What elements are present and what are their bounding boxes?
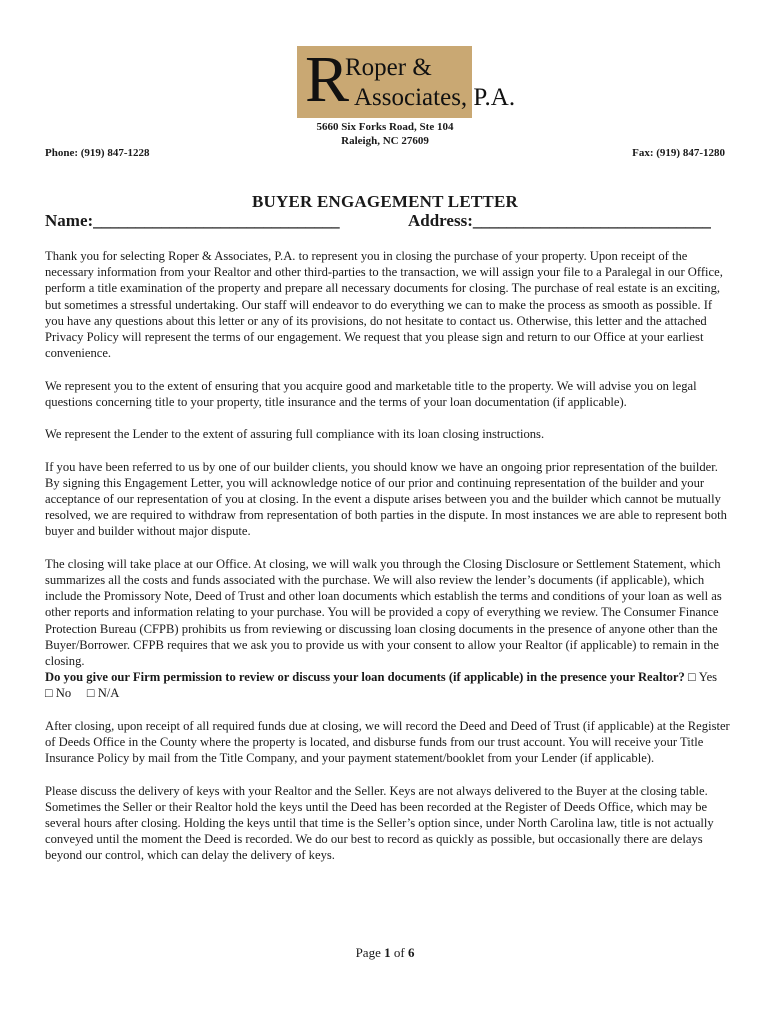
question-text: Do you give our Firm permission to review or discuss your loan documents (if applicable) in the presence your Realtor? xyxy=(45,670,685,685)
paragraph-intro: Thank you for selecting Roper & Associates, P.A. to represent you in closing the purchase of your property. Upon receipt of the necessary information from your Realtor and other third-parties to the transaction, we will assign your file to a Paralegal in our Office, perform a title examination of the property and prepare all necessary documents for closing. The purchase of real estate is an exciting, but sometimes a stressful undertaking. Our staff will endeavor to do everything we can to make the process as smooth as possible. If you have any questions about this letter or any of its provisions, do not hesitate to contact us. Otherwise, this letter and the attached Privacy Policy will represent the terms of our engagement. We request that you please sign and return to our Office at your earliest convenience. xyxy=(45,249,723,361)
yes-checkbox[interactable]: □ xyxy=(687,670,696,685)
document-title: BUYER ENGAGEMENT LETTER xyxy=(252,192,518,211)
na-label: N/A xyxy=(97,686,120,701)
closing-text: The closing will take place at our Office. At closing, we will walk you through the Closing Disclosure or Settlement Statement, which summarizes all the costs and funds associated with the purchase. We will also review the lender’s documents (if applicable), which include the Promissory Note, Deed of Trust and other loan documents which establish the terms and conditions of your loan as well as other reports and information relating to your purchase. You will be provided a copy of everything we review. The Consumer Finance Protection Bureau (CFPB) prohibits us from reviewing or discussing loan closing documents in the presence of anyone other than the Buyer/Borrower. CFPB requires that we ask you to provide us with your consent to allow your Realtor (if applicable) to remain in the closing. xyxy=(45,556,722,669)
realtor-permission-question xyxy=(45,669,730,701)
letter-body xyxy=(45,248,730,880)
paragraph-builder: If you have been referred to us by one of our builder clients, you should know we have an ongoing prior representation of the builder. By signing this Engagement Letter, you will acknowledge notice of our prior and continuing representation of the builder and your acceptance of our representation of you at closing. In the event a dispute arises between you and the builder which cannot be mutually resolved, we are required to withdraw from representation of both parties in the dispute. In most instances we are able to represent both buyer and builder without major dispute. xyxy=(45,459,727,539)
no-checkbox[interactable]: □ xyxy=(45,686,53,701)
logo-line-1: Roper & xyxy=(345,54,432,81)
paragraph-after-closing: After closing, upon receipt of all required funds due at closing, we will record the Deed and Deed of Trust (if applicable) at the Register of Deeds Office in the County where the property is located, and disburse funds from our trust account. You will receive your Title Insurance Policy by mail from the Title Company, and your payment statement/booklet from your Lender (if applicable). xyxy=(45,718,730,766)
paragraph-lender: We represent the Lender to the extent of assuring full compliance with its loan closing instructions. xyxy=(45,427,545,442)
fax-number: Fax: (919) 847-1280 xyxy=(632,147,725,159)
phone-number: Phone: (919) 847-1228 xyxy=(45,147,150,159)
paragraph-closing xyxy=(45,556,730,669)
no-label: No xyxy=(55,686,72,701)
logo-line-2: Associates, P.A. xyxy=(354,84,516,111)
paragraph-keys: Please discuss the delivery of keys with your Realtor and the Seller. Keys are not always delivered to the Buyer at the closing table. Sometimes the Seller or their Realtor hold the keys until the Deed has been recorded at the Register of Deeds Office, which may be several hours after closing. Holding the keys until that time is the Seller’s option since, under North Carolina law, title is not actually conveyed until the moment the Deed is recorded. We do our best to record as quickly as possible, but occasionally there are delays beyond our control, which can delay the delivery of keys. xyxy=(45,783,714,863)
paragraph-title-representation: We represent you to the extent of ensuring that you acquire good and marketable title to the property. We will advise you on legal questions concerning title to your property, title insurance and the terms of your loan documentation (if applicable). xyxy=(45,378,697,409)
logo-initial: R xyxy=(305,43,350,116)
name-field: Name:_____________________________ xyxy=(45,211,340,230)
na-checkbox[interactable]: □ xyxy=(86,686,95,701)
yes-label: Yes xyxy=(698,670,718,685)
address-field: Address:____________________________ xyxy=(408,211,711,230)
office-address-city: Raleigh, NC 27609 xyxy=(341,135,429,147)
page-number: Page 1 of 6 xyxy=(355,945,415,960)
office-address-street: 5660 Six Forks Road, Ste 104 xyxy=(316,121,454,133)
company-logo xyxy=(297,43,516,118)
